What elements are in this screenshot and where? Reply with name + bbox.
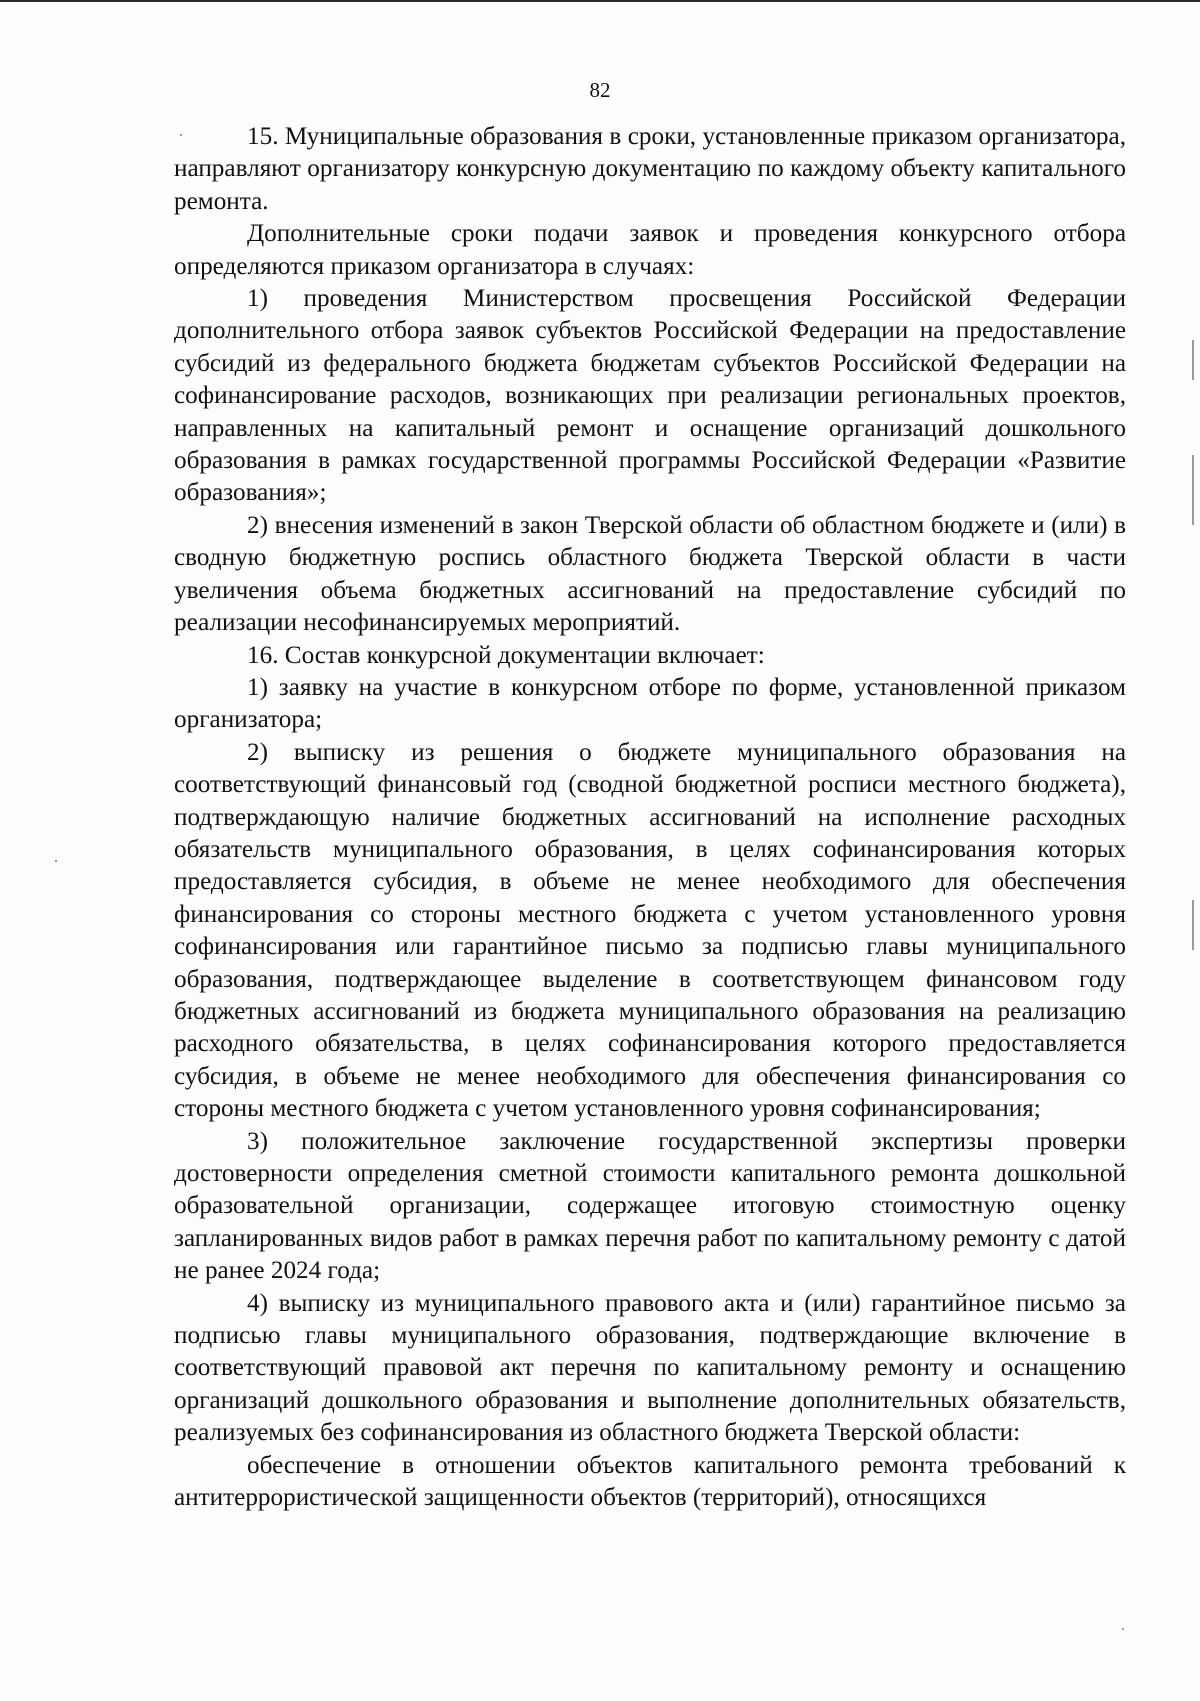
scan-edge-mark — [1192, 900, 1194, 950]
scan-speck — [55, 860, 57, 862]
scan-edge-mark — [1192, 340, 1194, 380]
paragraph-case-1: 1) проведения Министерством просвещения Российской Федерации дополнительного отбора заявок субъектов Российской Федерации на предоставление субсидий из федерального бюджета бюджетам субъектов Российской Федерации на софинансирование расходов, возникающих при реализации региональных проектов, направленных на капитальный ремонт и оснащение организаций дошкольного образования в рамках государственной программы Российской Федерации «Развитие образования»; — [174, 285, 1126, 507]
page-number: 82 — [589, 78, 611, 102]
paragraph-doc-4: 4) выписку из муниципального правового акта и (или) гарантийное письмо за подписью главы муниципального образования, подтверждающие включение в соответствующий правовой акт перечня по капитальному ремонту и оснащению организаций дошкольного образования и выполнение дополнительных обязательств, реализуемых без софинансирования из областного бюджета Тверской области: — [174, 1289, 1126, 1447]
paragraph-doc-2: 2) выписку из решения о бюджете муниципального образования на соответствующий финансовый год (сводной бюджетной росписи местного бюджета), подтверждающую наличие бюджетных ассигнований на исполнение расходных обязательств муниципального образования, в целях софинансирования которых предоставляется субсидия, в объеме не менее необходимого для обеспечения финансирования со стороны местного бюджета с учетом установленного уровня софинансирования или гарантийное письмо за подписью главы муниципального образования, подтверждающее выделение в соответствующем финансовом году бюджетных ассигнований из бюджета муниципального образования на реализацию расходного обязательства, в целях софинансирования которого предоставляется субсидия, в объеме не менее необходимого для обеспечения финансирования со стороны местного бюджета с учетом установленного уровня софинансирования; — [174, 738, 1126, 1123]
paragraph-doc-3: 3) положительное заключение государственной экспертизы проверки достоверности определения сметной стоимости капитального ремонта дошкольной образовательной организации, содержащее итоговую стоимостную оценку запланированных видов работ в рамках перечня работ по капитальному ремонту с датой не ранее 2024 года; — [174, 1127, 1126, 1285]
paragraph-doc-1: 1) заявку на участие в конкурсном отборе по форме, установленной приказом организатора; — [174, 673, 1126, 734]
paragraph-security-requirements: обеспечение в отношении объектов капитального ремонта требований к антитеррористической защищенности объектов (территорий), относящихся — [174, 1451, 1126, 1512]
scan-top-edge — [0, 0, 1200, 2]
paragraph-additional-deadlines: Дополнительные сроки подачи заявок и проведения конкурсного отбора определяются приказом организатора в случаях: — [174, 220, 1126, 280]
paragraph-case-2: 2) внесения изменений в закон Тверской области об областном бюджете и (или) в сводную бюджетную роспись областного бюджета Тверской области в части увеличения объема бюджетных ассигнований на предоставление субсидий по реализации несофинансируемых мероприятий. — [174, 511, 1126, 637]
paragraph-item-16: 16. Состав конкурсной документации включает: — [247, 641, 765, 669]
scan-edge-mark — [1192, 455, 1194, 525]
scan-speck — [1122, 1628, 1124, 1630]
document-body — [174, 121, 1126, 1514]
paragraph-item-15: 15. Муниципальные образования в сроки, установленные приказом организатора, направляют организатору конкурсную документацию по каждому объекту капитального ремонта. — [174, 123, 1126, 215]
